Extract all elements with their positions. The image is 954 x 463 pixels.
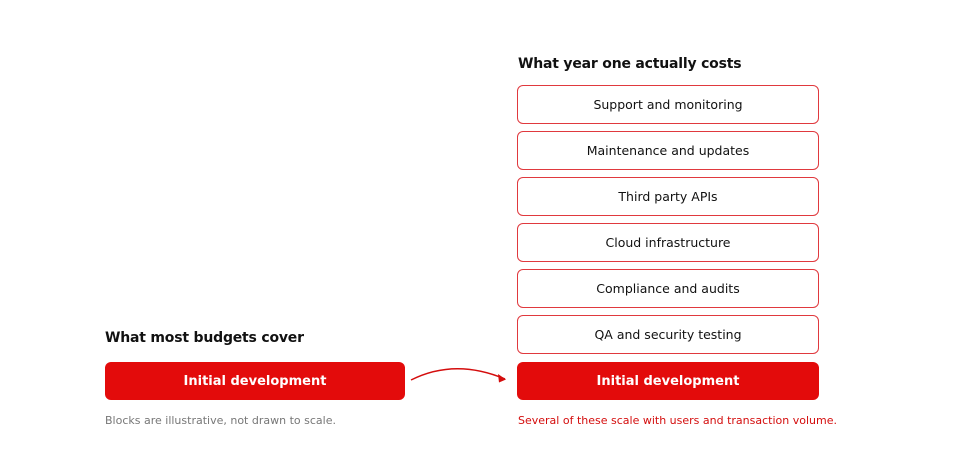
- cost-block-compliance-audits: Compliance and audits: [517, 269, 819, 308]
- cost-block-qa-security-testing: QA and security testing: [517, 315, 819, 354]
- cost-block-third-party-apis: Third party APIs: [517, 177, 819, 216]
- right-arrow-icon: [405, 360, 517, 396]
- right-note: Several of these scale with users and transaction volume.: [518, 414, 837, 427]
- left-heading: What most budgets cover: [105, 330, 304, 346]
- right-heading: What year one actually costs: [518, 56, 742, 72]
- left-note: Blocks are illustrative, not drawn to scale.: [105, 414, 336, 427]
- cost-block-support-monitoring: Support and monitoring: [517, 85, 819, 124]
- left-initial-development-block: Initial development: [105, 362, 405, 400]
- cost-block-maintenance-updates: Maintenance and updates: [517, 131, 819, 170]
- right-initial-development-block: Initial development: [517, 362, 819, 400]
- cost-block-cloud-infrastructure: Cloud infrastructure: [517, 223, 819, 262]
